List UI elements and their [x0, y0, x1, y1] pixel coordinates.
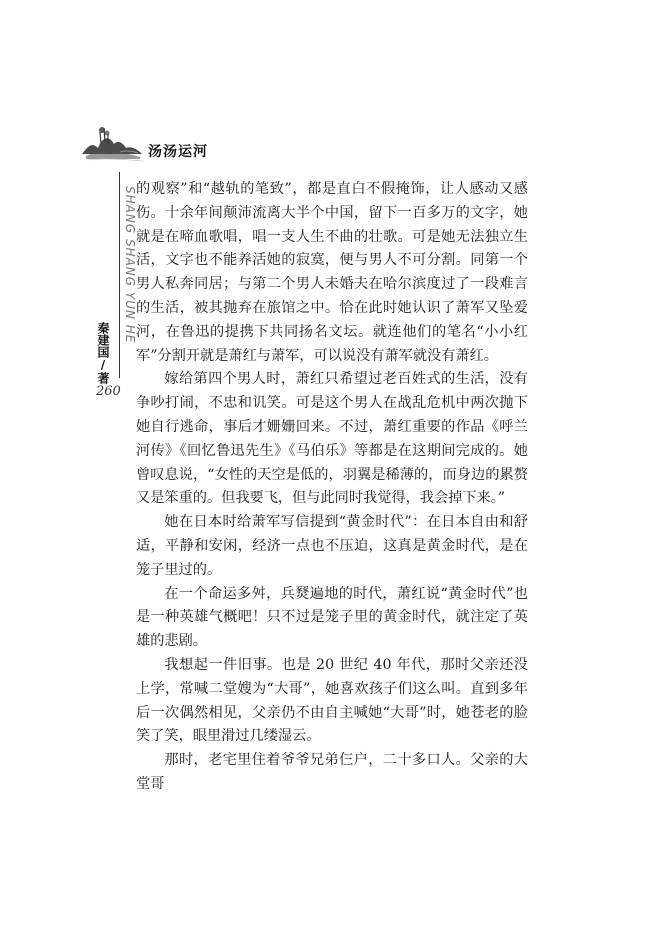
margin-rule	[119, 172, 120, 378]
paragraph: 的观察”和“越轨的笔致”，都是直白不假掩饰，让人感动又感伤。十余年间颠沛流离大半个中国，留下一百多万的文字，她就是在啼血歌唱，唱一支人生不曲的壮歌。可是她无法独立生活，文字也不能养活她的寂寞，便与男人不可分割。同第一个男人私奔同居；与第二个男人未婚夫在哈尔滨度过了一段难言的生活，被其抛弃在旅馆之中。恰在此时她认识了萧军又坠爱河，在鲁迅的提携下共同扬名文坛。就连他们的笔名“小小红军”分割开就是萧红与萧军，可以说没有萧军就没有萧红。	[136, 181, 528, 364]
ink-landscape-logo	[80, 124, 146, 164]
running-header-title: 汤汤运河	[148, 144, 208, 160]
paragraph: 嫁给第四个男人时，萧红只希望过老百姓式的生活，没有争吵打闹，不忠和讥笑。可是这个男人在战乱危机中两次抛下她自行逃命，事后才姗姗回来。不过，萧红重要的作品《呼兰河传》《回忆鲁迅先生》《马伯乐》等都是在这期间完成的。她曾叹息说，“女性的天空是低的，羽翼是稀薄的，而身边的累赘又是笨重的。但我要飞，但与此同时我觉得，我会掉下来。”	[136, 371, 528, 507]
paragraph: 那时，老宅里住着爷爷兄弟仨户，二十多口人。父亲的大堂哥	[136, 752, 528, 792]
paragraph: 我想起一件旧事。也是 20 世纪 40 年代，那时父亲还没上学，常喊二堂嫂为“大哥”，她喜欢孩子们这么叫。直到多年后一次偶然相见，父亲仍不由自主喊她“大哥”时，她苍老的脸笑了笑，眼里滑过几缕湿云。	[136, 656, 528, 745]
author-credit: 秦建国/著	[96, 322, 110, 384]
series-latin-title: SHANG SHANG YUN HE	[123, 186, 137, 344]
page-number: 260	[96, 384, 121, 399]
body-text	[136, 178, 528, 797]
paragraph: 她在日本时给萧军写信提到“黄金时代”：在日本自由和舒适，平静和安闲，经济一点也不压迫，这真是黄金时代，是在笼子里过的。	[136, 514, 528, 578]
paragraph: 在一个命运多舛，兵燹遍地的时代，萧红说“黄金时代”也是一种英雄气概吧！只不过是笼子里的黄金时代，就注定了英雄的悲剧。	[136, 585, 528, 650]
